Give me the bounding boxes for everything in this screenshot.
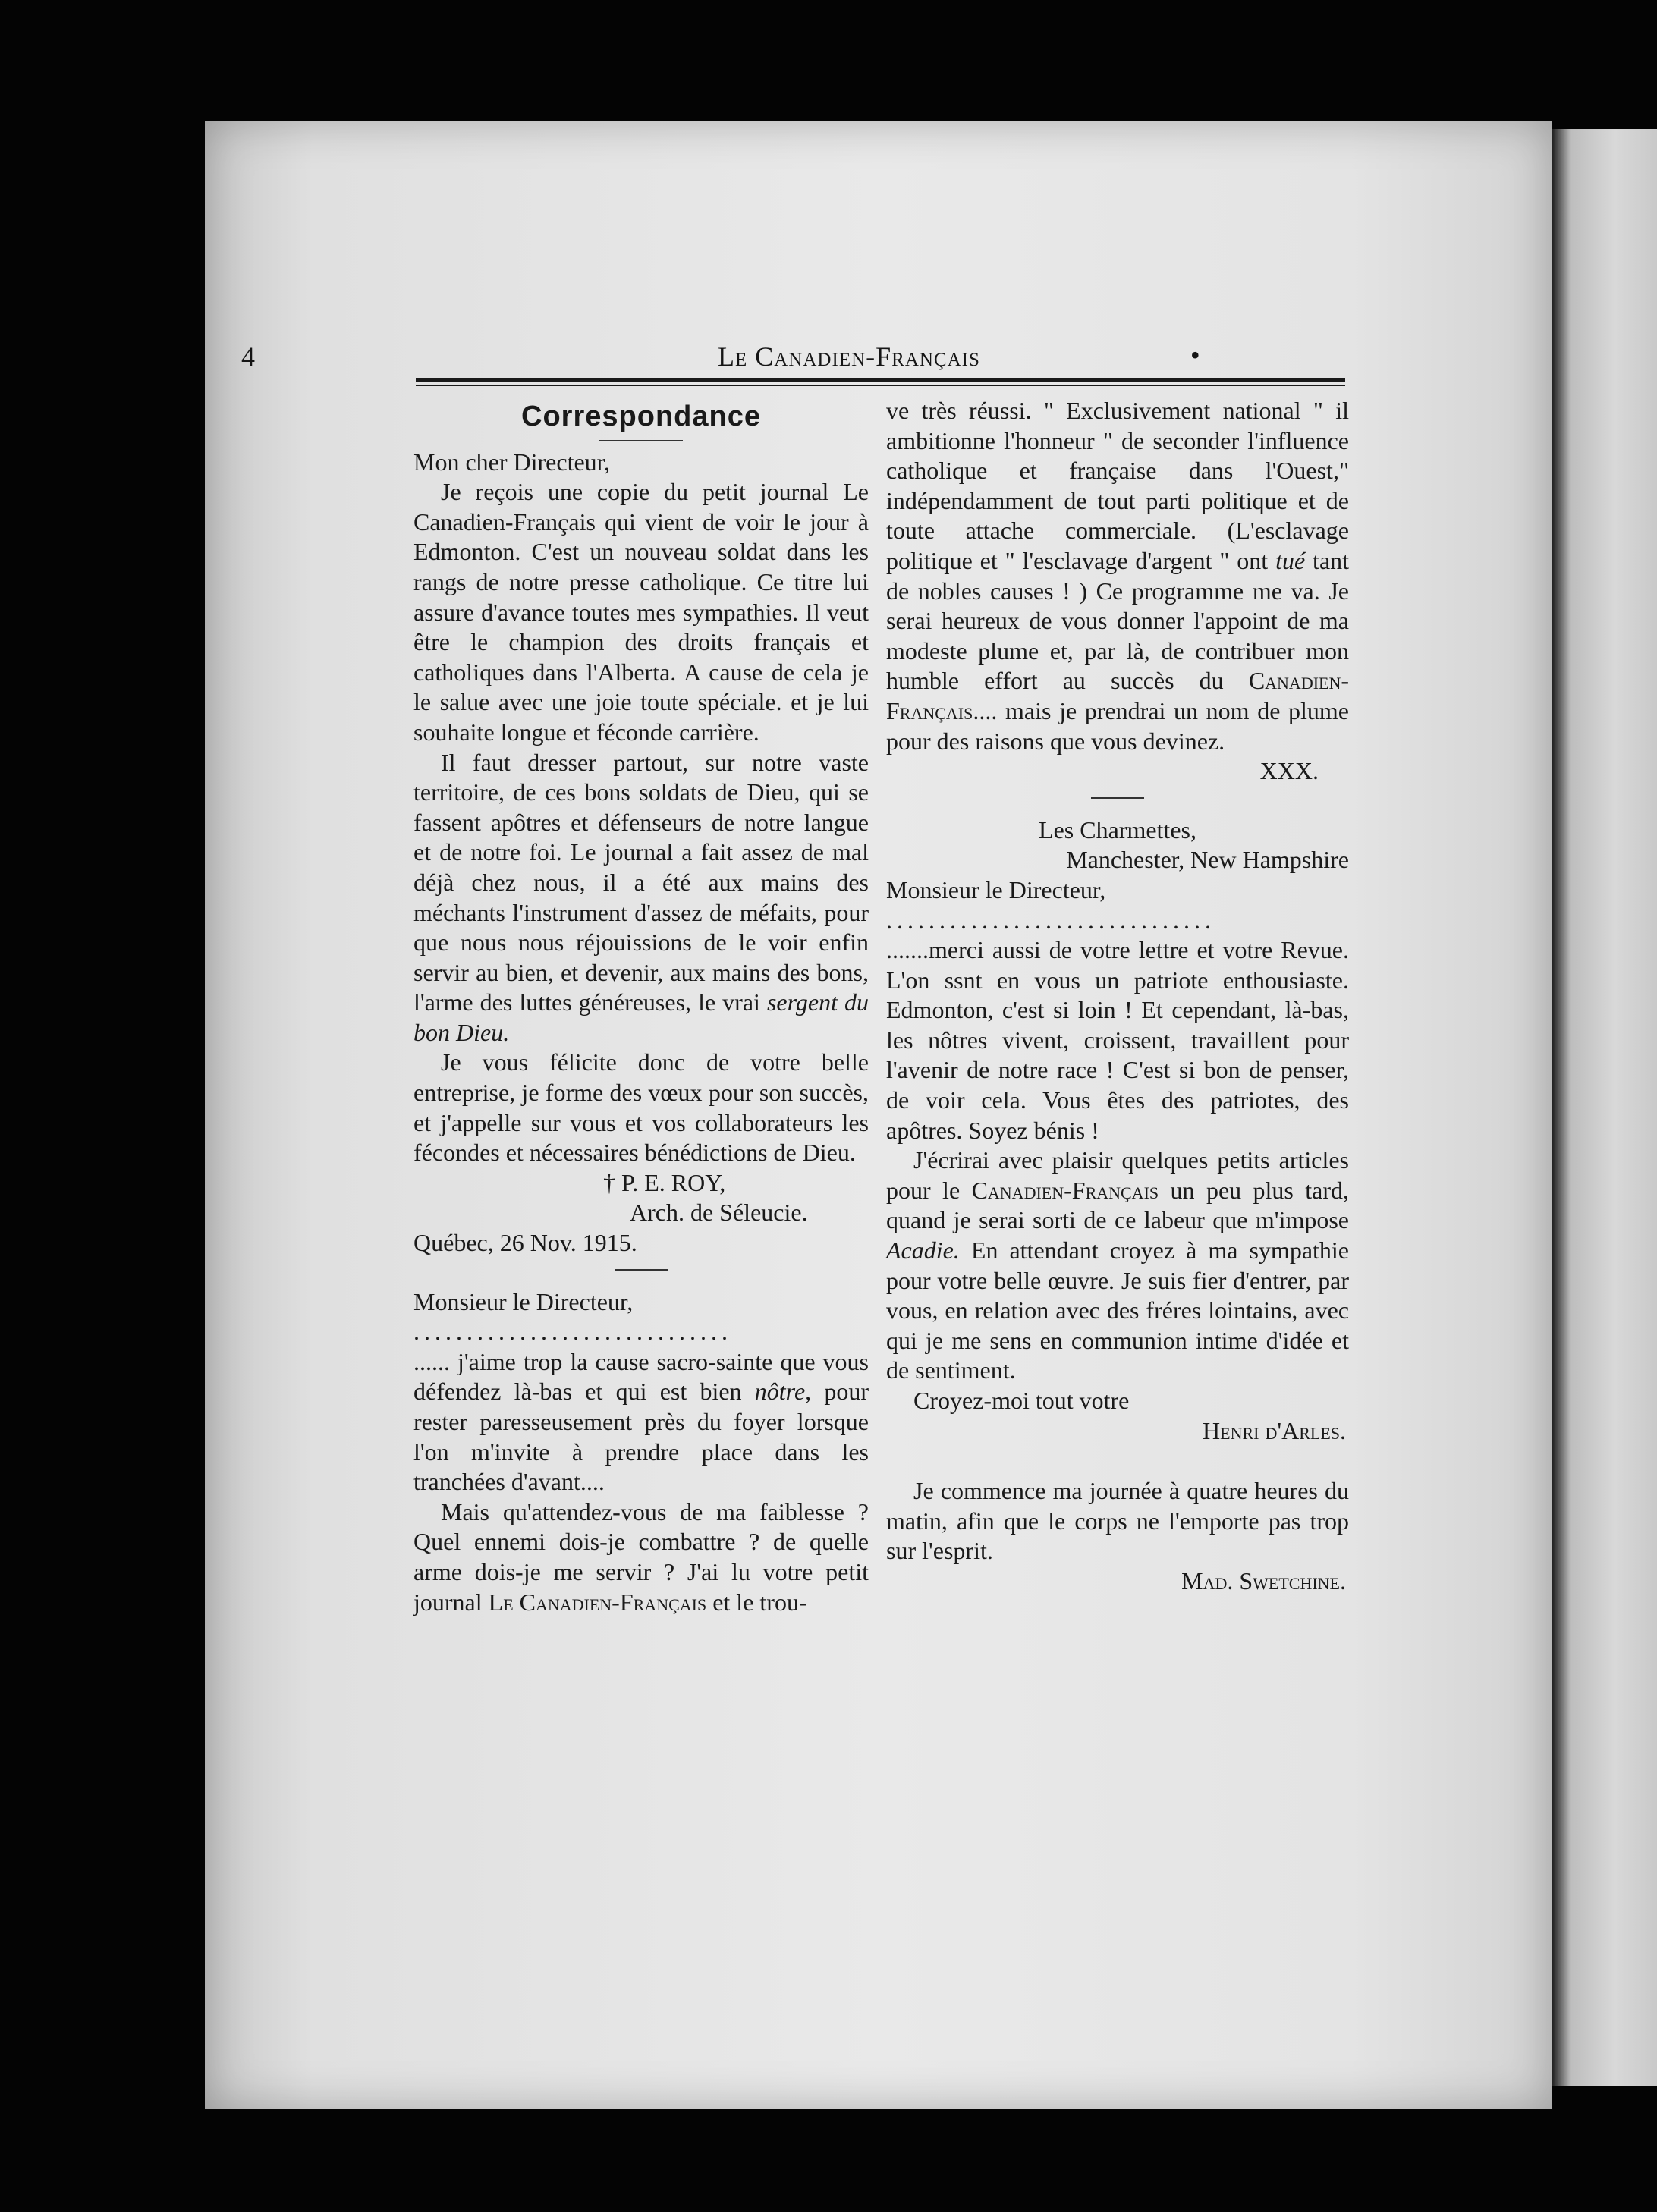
page-number: 4: [241, 341, 255, 372]
letter3-closing: Croyez-moi tout votre: [913, 1387, 1130, 1414]
running-title: Le Canadien-Français: [718, 341, 980, 372]
letter1-paragraph-2-text: Il faut dresser partout, sur notre vaste territoire, de ces bons soldats de Dieu, qui se fassent apôtres et défenseurs de notre langue et de notre foi. Le journal a fait assez de mal déjà chez nous, il a été aux mains des méchants l'instrument d'assez de méfaits, pour que nous nous réjouissions de le voir enfin servir au bien, et devenir, aux mains des bons, l'arme des luttes généreuses, le vrai: [413, 748, 869, 1016]
letter2-salutation: Monsieur le Directeur,: [413, 1287, 634, 1315]
letter2-paragraph-1-text: j'aime trop la cause sacro-sainte que vous défendez là-bas et qui est bien: [413, 1347, 869, 1406]
letter2-signature: XXX.: [1259, 757, 1319, 785]
newspaper-name-3: Canadien-Français: [971, 1176, 1159, 1204]
letter2-lead-dots: ......: [413, 1347, 450, 1375]
letter1-signature-name: † P. E. ROY,: [603, 1168, 726, 1196]
letter3-paragraph-1: [886, 935, 1349, 1145]
letter2-continuation: [886, 396, 1349, 756]
letter1-salutation: Mon cher Directeur,: [413, 448, 611, 476]
letter2-paragraph-1-end: pour rester paresseusement près du foyer lorsque l'on m'invite à prendre place dans les tranchées d'avant....: [413, 1378, 869, 1496]
letter3-paragraph-1-text: merci aussi de votre lettre et votre Revue. L'on ssnt en vous un patriote enthousiaste. Edmonton, c'est si loin ! Et cependant, là-bas, les nôtres vivent, croissent, travaillent pour l'avenir de notre race ! C'est si bon de penser, de voir cela. Vous êtes des patriotes, des apôtres. Soyez bénis !: [886, 936, 1349, 1144]
letter3-paragraph-2-mid: un peu plus tard, quand je serai sorti de ce labeur que m'impose: [886, 1176, 1350, 1234]
section-heading: Correspondance: [521, 401, 761, 432]
header-bullet: •: [1190, 340, 1200, 370]
letter1-paragraph-3: Je vous félicite donc de votre belle entreprise, je forme des vœux pour son succès, et j'appelle sur vous et vos collaborateurs les fécondes et nécessaires bénédictions de Dieu.: [413, 1048, 869, 1167]
letter3-salutation: Monsieur le Directeur,: [886, 875, 1106, 903]
page-sheet: [205, 121, 1552, 2109]
letter1-paragraph-1: Je reçois une copie du petit journal Le Canadien-Français qui vient de voir le jour à Edmonton. C'est un nouveau soldat dans les rangs de notre presse catholique. Ce titre lui assure d'avance toutes mes sympathies. Il veut être le champion des droits français et catholiques dans l'Alberta. A cause de cela je le salue avec une joie toute spéciale. et je lui souhaite longue et féconde carrière.: [413, 478, 869, 746]
letter2-paragraph-2-text: Mais qu'attendez-vous de ma faiblesse ? Quel ennemi dois-je combattre ? de quelle arme dois-je me servir ? J'ai lu votre petit journal: [413, 1497, 869, 1616]
left-column: [413, 396, 869, 1617]
letter3-signature: Henri d'Arles.: [1203, 1416, 1346, 1444]
letter2-paragraph-2-end: et le trou-: [712, 1588, 807, 1616]
header-rule: [416, 378, 1345, 382]
quote-author: Mad. Swetchine.: [1181, 1566, 1346, 1595]
letter1-paragraph-2: [413, 748, 869, 1048]
letter2-continuation-text-2: tant de nobles causes ! ) Ce programme me va. Je serai heureux de vous donner l'appoint de ma modeste plume et, par là, de contribuer mon humble effort au succès du: [886, 546, 1350, 695]
letter1-place-date: Québec, 26 Nov. 1915.: [413, 1229, 637, 1257]
letter2-paragraph-1: [413, 1347, 869, 1497]
letter3-paragraph-2-italic: Acadie.: [886, 1236, 960, 1265]
quote-spacer: [886, 1446, 1349, 1476]
header-rule-thin: [416, 385, 1345, 386]
letter-separator-2: [1091, 797, 1144, 799]
newspaper-name-2: Canadien-Français....: [886, 667, 1350, 724]
letter2-ellipsis: ..............................: [413, 1318, 732, 1346]
letter2-paragraph-2: [413, 1497, 869, 1617]
letter1-signature-title: Arch. de Séleucie.: [630, 1199, 808, 1227]
letter3-location-1: Les Charmettes,: [1039, 815, 1196, 844]
letter3-paragraph-2-end: En attendant croyez à ma sympathie pour votre belle œuvre. Je suis fier d'entrer, par vous, en relation avec des fréres lointains, avec qui je me sens en communion intime d'idée et de sentiment.: [886, 1236, 1350, 1384]
letter3-ellipsis: ...............................: [886, 906, 1215, 934]
newspaper-name: Le Canadien-Français: [488, 1588, 707, 1616]
heading-rule: [599, 440, 683, 441]
letter2-paragraph-1-italic: nôtre,: [754, 1378, 812, 1406]
quote-text: Je commence ma journée à quatre heures du matin, afin que le corps ne l'emporte pas trop sur l'esprit.: [886, 1477, 1349, 1565]
letter2-continuation-end: mais je prendrai un nom de plume pour des raisons que vous devinez.: [886, 696, 1350, 755]
letter2-continuation-text: ve très réussi. " Exclusivement national " il ambitionne l'honneur " de seconder l'influence catholique et française dans l'Ouest," indépendamment de tout parti politique et de toute attache commerciale. (L'esclavage politique et " l'esclavage d'argent " ont: [886, 397, 1349, 574]
letter3-paragraph-2-text: J'écrirai avec plaisir quelques petits articles pour le: [886, 1146, 1349, 1204]
letter2-continuation-italic: tué: [1275, 546, 1306, 574]
letter3-paragraph-2: [886, 1145, 1349, 1386]
facing-page-edge: [1552, 129, 1657, 2086]
letter-separator: [615, 1269, 668, 1271]
letter3-lead-dots: .......: [886, 936, 929, 964]
letter3-location-2: Manchester, New Hampshire: [1066, 846, 1349, 874]
letter1-paragraph-2-italic: sergent du bon Dieu.: [413, 988, 869, 1046]
right-column: [886, 396, 1349, 1597]
